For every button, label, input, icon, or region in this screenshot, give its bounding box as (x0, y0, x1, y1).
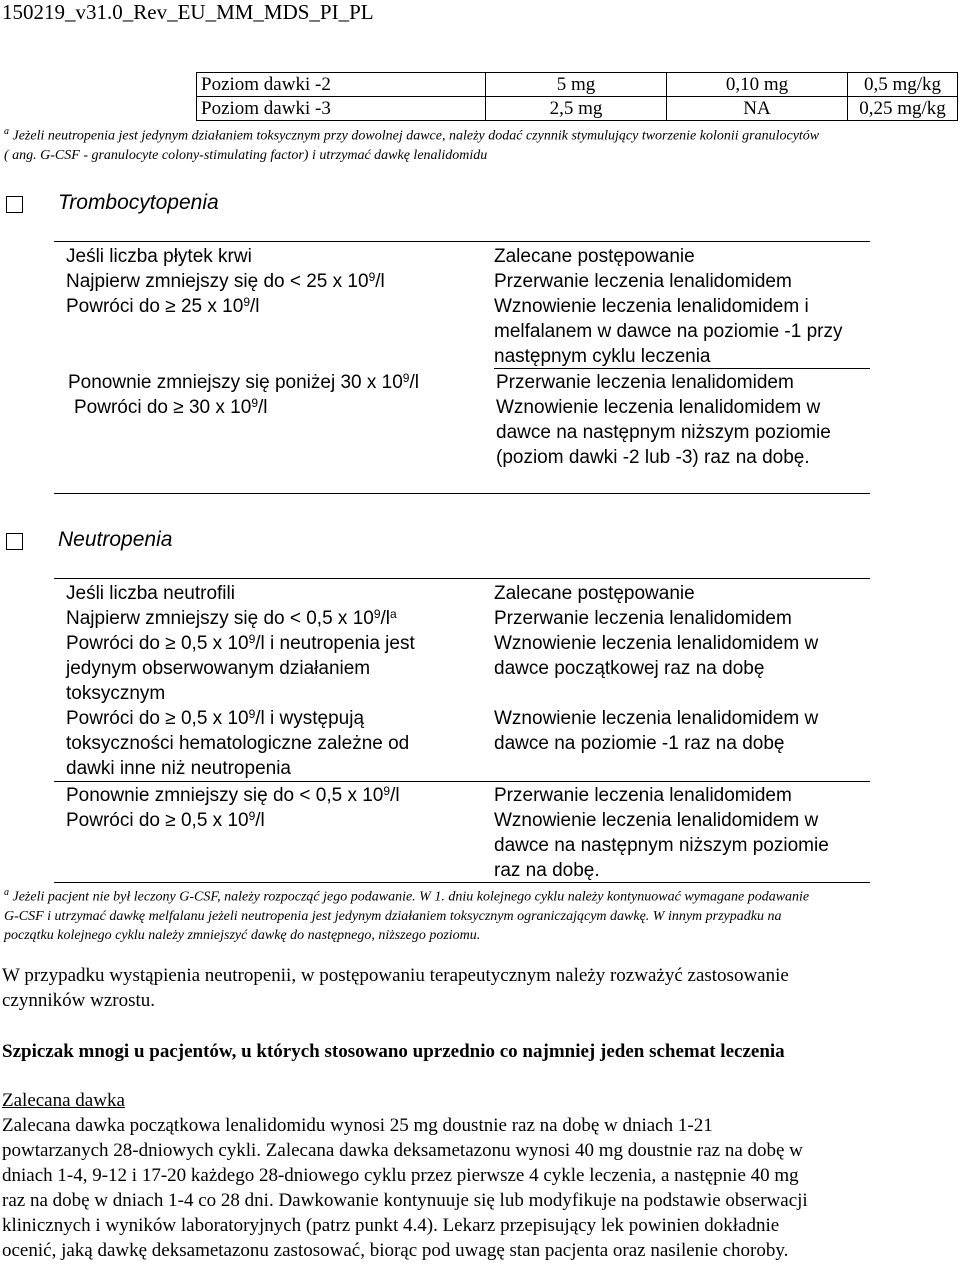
neutrophil-condition-recover-other: Powróci do ≥ 0,5 x $10^9/l$ i występują (66, 707, 365, 729)
lenalidomide-dose-cell: 2,5 mg (486, 97, 667, 121)
neutrophil-condition-recover-only: Powróci do ≥ 0,5 x $10^9/l$ i neutropenia jest (66, 632, 415, 654)
recommended-dose-paragraph: Zalecana dawka początkowa lenalidomidu wynosi 25 mg doustnie raz na dobę w dniach 1-21 powtarzanych 28-dniowych cykli. Zalecana dawka deksametazonu wynosi 40 mg doustnie raz na dobę w dniach 1-4, 9-12 i 17-20 każdego 28-dniowego cyklu przez pierwsze 4 cykle leczenia, a następnie 40 mg raz na dobę w dniach 1-4 co 28 dni. Dawkowanie kontynuuje się lub modyfikuje na podstawie obserwacji klinicznych i wyników laboratoryjnych (patrz punkt 4.4). Lekarz przepisujący lek powinien dokładnie ocenić, jaką dawkę deksametazonu zastosować, biorąc pod uwagę stan pacjenta oraz nasilenie choroby. (2, 1115, 808, 1261)
table-top-rule (54, 241, 870, 242)
neutropenia-footnote (4, 883, 958, 945)
platelet-action-line: Przerwanie leczenia lenalidomidem (494, 271, 792, 292)
platelet-count-header: Jeśli liczba płytek krwi (66, 246, 252, 267)
neutrophil-condition-line: jedynym obserwowanym działaniem (66, 658, 371, 679)
growth-factor-paragraph: W przypadku wystąpienia neutropenii, w postępowaniu terapeutycznym należy rozważyć zastosowanie czynników wzrostu. (2, 965, 789, 1011)
neutrophil-condition-line: dawki inne niż neutropenia (66, 758, 291, 779)
footnote-line: G-CSF i utrzymać dawkę melfalanu jeżeli neutropenia jest jedynym działaniem toksycznym ograniczającym dawkę. W innym przypadku na (4, 908, 782, 924)
recommended-action-header: Zalecane postępowanie (494, 583, 695, 604)
platelet-condition-first-recover: Powróci do ≥ 25 x $10^9/l$ (66, 295, 260, 317)
document-id: 150219_v31.0_Rev_EU_MM_MDS_PI_PL (2, 0, 374, 24)
neutrophil-condition-first-drop: Najpierw zmniejszy się do < 0,5 x $10^9/l^a$ (66, 607, 397, 629)
neutrophil-condition-line: toksyczności hematologiczne zależne od (66, 733, 410, 754)
thrombocytopenia-title: Trombocytopenia (58, 191, 219, 214)
platelet-condition-second-drop: Ponownie zmniejszy się poniżej 30 x $10^9/l$ (68, 371, 419, 393)
table-top-rule (54, 578, 870, 579)
neutrophil-action-line: Wznowienie leczenia lenalidomidem w (494, 708, 819, 729)
section-heading: Szpiczak mnogi u pacjentów, u których stosowano uprzednio co najmniej jeden schemat leczenia (2, 1041, 785, 1062)
neutrophil-action-line: Przerwanie leczenia lenalidomidem (494, 608, 792, 629)
dose-level-cell: Poziom dawki -3 (197, 97, 486, 121)
neutrophil-action-line: dawce początkowej raz na dobę (494, 658, 765, 679)
footnote-marker: a (4, 887, 9, 898)
recommended-dose-subheading: Zalecana dawka (2, 1090, 125, 1111)
neutropenia-checkbox[interactable] (6, 533, 23, 550)
platelet-action-line: Przerwanie leczenia lenalidomidem (496, 372, 794, 393)
footnote-marker: a (4, 126, 9, 137)
neutrophil-action-line: Wznowienie leczenia lenalidomidem w (494, 810, 819, 831)
platelet-action-line: Wznowienie leczenia lenalidomidem w (496, 397, 821, 418)
second-dose-cell: 0,10 mg (667, 73, 848, 97)
platelet-condition-second-recover: Powróci do ≥ 30 x $10^9/l$ (74, 396, 268, 418)
row-divider (494, 368, 870, 369)
platelet-action-line: melfalanem w dawce na poziomie -1 przy (494, 321, 843, 342)
dose-level-cell: Poziom dawki -2 (197, 73, 486, 97)
platelet-action-line: (poziom dawki -2 lub -3) raz na dobę. (496, 447, 810, 468)
recommended-action-header: Zalecane postępowanie (494, 246, 695, 267)
neutrophil-action-line: dawce na poziomie -1 raz na dobę (494, 733, 785, 754)
table-row (197, 73, 958, 97)
neutropenia-title: Neutropenia (58, 528, 173, 551)
table-footnote (4, 122, 958, 165)
third-dose-cell: 0,5 mg/kg (848, 73, 958, 97)
neutrophil-condition-second-recover: Powróci do ≥ 0,5 x $10^9/l$ (66, 809, 265, 831)
neutrophil-condition-second-drop: Ponownie zmniejszy się do < 0,5 x $10^9/l$ (66, 784, 400, 806)
platelet-action-line: następnym cyklu leczenia (494, 346, 711, 367)
neutrophil-action-line: dawce na następnym niższym poziomie (494, 835, 829, 856)
table-bottom-rule (54, 493, 870, 494)
neutrophil-count-header: Jeśli liczba neutrofili (66, 583, 235, 604)
footnote-line: początku kolejnego cyklu należy zmniejszyć dawkę do następnego, niższego poziomu. (4, 927, 481, 943)
footnote-line: Jeżeli neutropenia jest jedynym działaniem toksycznym przy dowolnej dawce, należy dodać czynnik stymulujący tworzenie kolonii granulocytów (9, 128, 820, 144)
second-dose-cell: NA (667, 97, 848, 121)
third-dose-cell: 0,25 mg/kg (848, 97, 958, 121)
footnote-line: Jeżeli pacjent nie był leczony G-CSF, należy rozpocząć jego podawanie. W 1. dniu kolejnego cyklu należy kontynuować wymagane podawanie (9, 889, 810, 905)
lenalidomide-dose-cell: 5 mg (486, 73, 667, 97)
platelet-action-line: dawce na następnym niższym poziomie (496, 422, 831, 443)
neutrophil-action-line: raz na dobę. (494, 860, 600, 881)
neutrophil-action-line: Wznowienie leczenia lenalidomidem w (494, 633, 819, 654)
table-row (197, 97, 958, 121)
row-divider (54, 781, 870, 782)
neutrophil-condition-line: toksycznym (66, 683, 166, 704)
neutrophil-action-line: Przerwanie leczenia lenalidomidem (494, 785, 792, 806)
platelet-action-line: Wznowienie leczenia lenalidomidem i (494, 296, 809, 317)
dose-level-table (196, 72, 958, 121)
platelet-condition-first-drop: Najpierw zmniejszy się do < 25 x $10^9/l$ (66, 270, 385, 292)
footnote-line: ( ang. G-CSF - granulocyte colony-stimulating factor) i utrzymać dawkę lenalidomidu (4, 147, 488, 163)
thrombocytopenia-checkbox[interactable] (6, 196, 23, 213)
